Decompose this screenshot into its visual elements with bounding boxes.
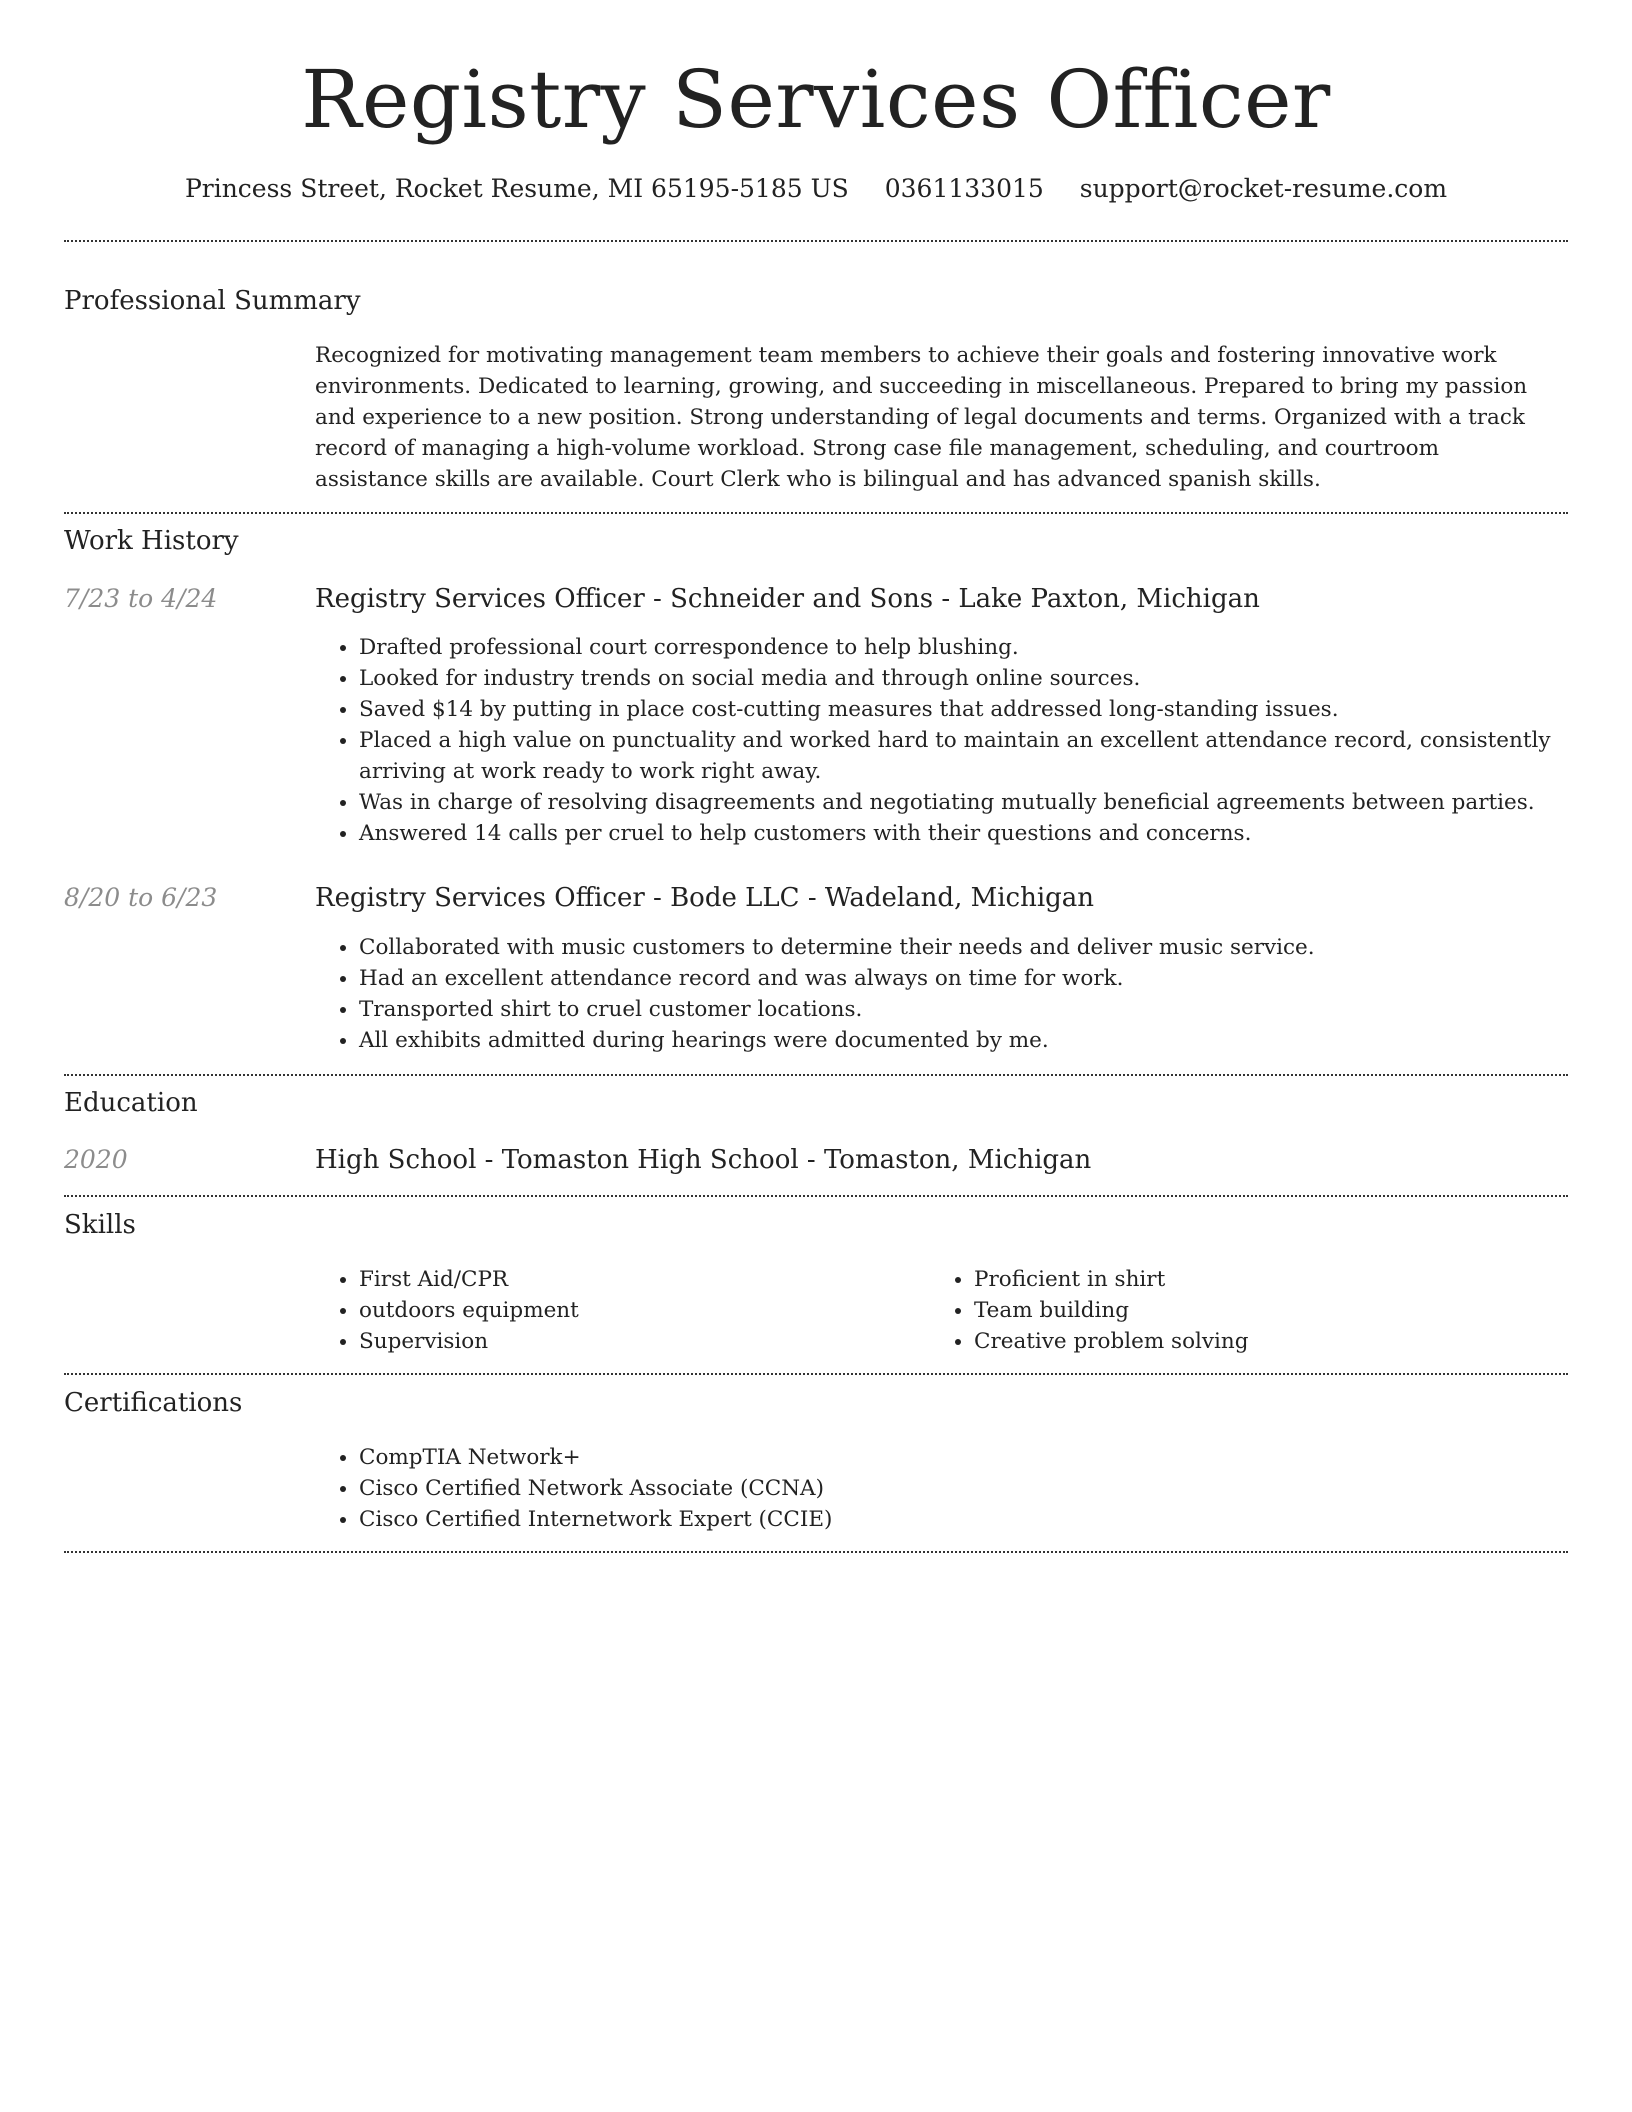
- section-title-education: Education: [64, 1088, 198, 1118]
- section-title-skills: Skills: [64, 1210, 136, 1240]
- summary-text: Recognized for motivating management team members to achieve their goals and fostering innovative work environments. Dedicated to learning, growing, and succeeding in miscellaneous. Prepared to bring my passion and experience to a new position. Strong understanding of legal documents and terms. Organized with a track record of managing a high-volume workload. Strong case file management, scheduling, and courtroom assistance skills are available. Court Clerk who is bilingual and has advanced spanish skills.: [315, 343, 1528, 492]
- list-item: • Was in charge of resolving disagreements and negotiating mutually beneficial agreements between parties.: [359, 787, 1599, 818]
- contact-address: Princess Street, Rocket Resume, MI 65195-5185 US: [184, 174, 849, 203]
- contact-email: support@rocket-resume.com: [1079, 174, 1448, 203]
- contact-phone: 0361133015: [884, 174, 1044, 203]
- list-item: • Proficient in shirt: [974, 1264, 1574, 1295]
- skills-list-left: [315, 1264, 919, 1357]
- education-heading: High School - Tomaston High School - Tomaston, Michigan: [315, 1145, 1092, 1175]
- resume-name: Registry Services Officer: [301, 53, 1331, 146]
- section-divider: [64, 1195, 1568, 1197]
- list-item: • Team building: [974, 1295, 1574, 1326]
- list-item: • Answered 14 calls per cruel to help customers with their questions and concerns.: [359, 818, 1599, 849]
- job-heading: Registry Services Officer - Schneider and Sons - Lake Paxton, Michigan: [315, 584, 1260, 614]
- section-divider: [64, 1551, 1568, 1553]
- list-item: • outdoors equipment: [359, 1295, 919, 1326]
- list-item: • Cisco Certified Network Associate (CCNA): [359, 1473, 1599, 1504]
- job-bullets: [315, 932, 1599, 1056]
- list-item: • Collaborated with music customers to determine their needs and deliver music service.: [359, 932, 1599, 963]
- section-title-summary: Professional Summary: [64, 286, 361, 316]
- list-item: • Placed a high value on punctuality and worked hard to maintain an excellent attendance record, consistently arriving at work ready to work right away.: [359, 725, 1599, 787]
- list-item: • Had an excellent attendance record and was always on time for work.: [359, 963, 1599, 994]
- section-divider: [64, 240, 1568, 242]
- section-divider: [64, 1074, 1568, 1076]
- section-title-work: Work History: [64, 526, 239, 556]
- list-item: • CompTIA Network+: [359, 1442, 1599, 1473]
- list-item: • Supervision: [359, 1326, 919, 1357]
- section-divider: [64, 512, 1568, 514]
- list-item: • Creative problem solving: [974, 1326, 1574, 1357]
- list-item: • Cisco Certified Internetwork Expert (CCIE): [359, 1504, 1599, 1535]
- list-item: • First Aid/CPR: [359, 1264, 919, 1295]
- job-heading: Registry Services Officer - Bode LLC - Wadeland, Michigan: [315, 883, 1095, 913]
- education-dates: 2020: [64, 1145, 128, 1174]
- contact-line: [0, 172, 1632, 206]
- job-dates: 7/23 to 4/24: [64, 584, 218, 613]
- list-item: • Drafted professional court correspondence to help blushing.: [359, 632, 1599, 663]
- skills-list-right: [930, 1264, 1574, 1357]
- list-item: • Looked for industry trends on social media and through online sources.: [359, 663, 1599, 694]
- list-item: • All exhibits admitted during hearings were documented by me.: [359, 1025, 1599, 1056]
- list-item: • Saved $14 by putting in place cost-cutting measures that addressed long-standing issues.: [359, 694, 1599, 725]
- section-divider: [64, 1373, 1568, 1375]
- job-dates: 8/20 to 6/23: [64, 883, 218, 912]
- list-item: • Transported shirt to cruel customer locations.: [359, 994, 1599, 1025]
- job-bullets: [315, 632, 1599, 849]
- section-title-certifications: Certifications: [64, 1388, 243, 1418]
- certifications-list: [315, 1442, 1599, 1535]
